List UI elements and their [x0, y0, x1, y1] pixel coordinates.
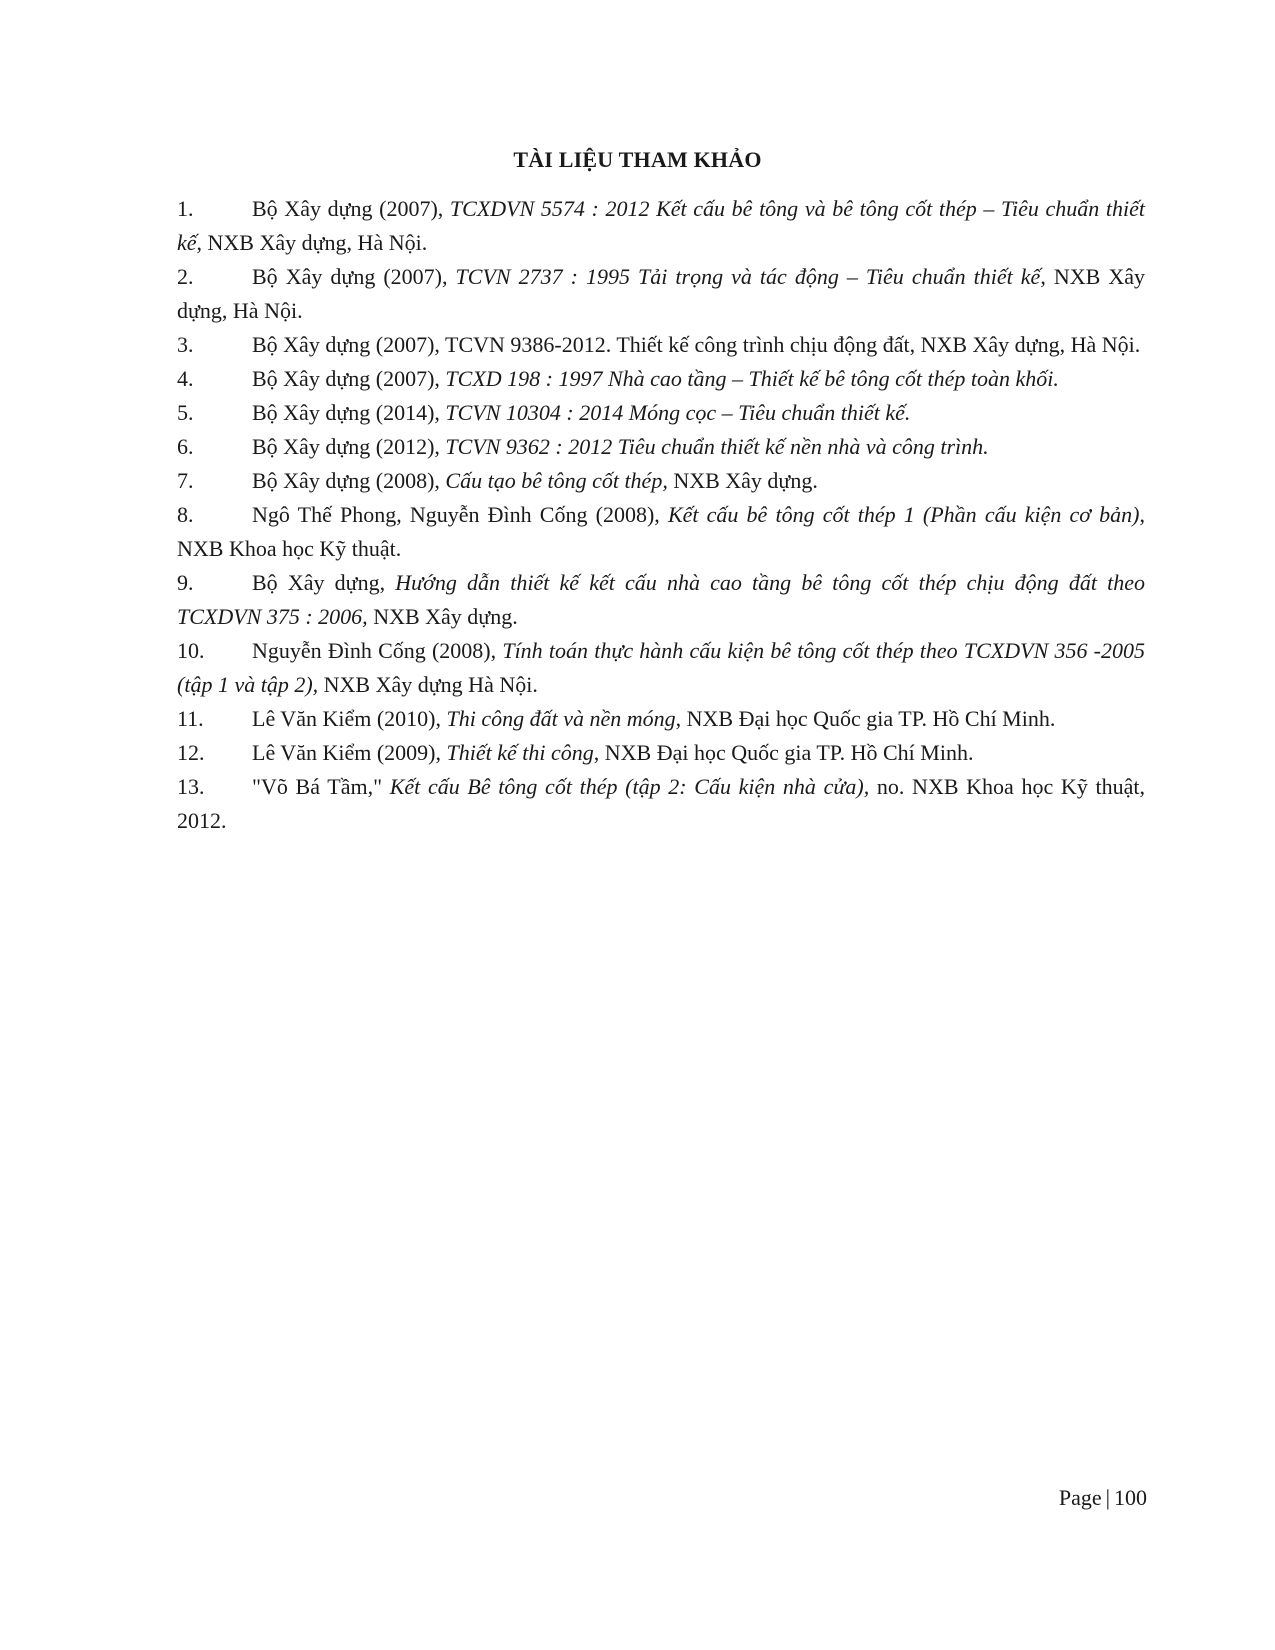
reference-title-text: Hướng dẫn thiết kế kết cấu nhà cao tầng bê tông cốt thép chịu động đất theo TCXDVN 375 : 2006, — [177, 570, 1146, 629]
reference-text: Lê Văn Kiểm (2009), — [252, 740, 447, 765]
reference-list — [177, 192, 1145, 838]
reference-text: Bộ Xây dựng (2007), — [252, 366, 446, 391]
reference-number: 4. — [177, 366, 194, 391]
reference-number: 11. — [177, 706, 204, 731]
reference-text: "Võ Bá Tầm," — [252, 774, 390, 799]
reference-text: , NXB Đại học Quốc gia TP. Hồ Chí Minh. — [675, 706, 1056, 731]
reference-item — [177, 430, 1145, 464]
reference-title-text: TCVN 2737 : 1995 Tải trọng và tác động – Tiêu chuẩn thiết kế — [455, 264, 1041, 289]
reference-title-text: Thi công đất và nền móng — [446, 706, 676, 731]
page-separator: | — [1105, 1485, 1110, 1510]
reference-item — [177, 464, 1145, 498]
reference-title-text: Thiết kế thi công — [446, 740, 594, 765]
reference-text: NXB Xây dựng. — [667, 468, 818, 493]
reference-text: Nguyễn Đình Cống (2008), — [252, 638, 503, 663]
reference-item — [177, 702, 1145, 736]
reference-number: 13. — [177, 774, 205, 799]
reference-item — [177, 634, 1145, 702]
reference-text: , NXB Đại học Quốc gia TP. Hồ Chí Minh. — [593, 740, 974, 765]
reference-title-text: Kết cấu Bê tông cốt thép (tập 2: Cấu kiện nhà cửa), — [389, 774, 870, 799]
reference-text: Bộ Xây dựng (2007), TCVN 9386-2012. Thiết kế công trình chịu động đất, NXB Xây dựng, Hà Nội. — [252, 332, 1141, 357]
reference-text: Bộ Xây dựng (2008), — [252, 468, 446, 493]
reference-item — [177, 192, 1145, 260]
reference-title-text: Cấu tạo bê tông cốt thép, — [445, 468, 668, 493]
reference-item — [177, 566, 1145, 634]
reference-number: 5. — [177, 400, 194, 425]
reference-number: 8. — [177, 502, 194, 527]
reference-item — [177, 328, 1145, 362]
reference-number: 6. — [177, 434, 194, 459]
reference-number: 3. — [177, 332, 194, 357]
reference-item — [177, 362, 1145, 396]
reference-number: 1. — [177, 196, 194, 221]
reference-title-text: Kết cấu bê tông cốt thép 1 (Phần cấu kiện cơ bản) — [667, 502, 1140, 527]
reference-text: Bộ Xây dựng (2007), — [252, 196, 450, 221]
reference-text: , NXB Khoa học Kỹ thuật. — [177, 502, 1145, 561]
reference-text: no. NXB Khoa học Kỹ thuật, 2012. — [177, 774, 1145, 833]
reference-number: 9. — [177, 570, 194, 595]
reference-title-text: Tính toán thực hành cấu kiện bê tông cốt thép theo TCXDVN 356 -2005 (tập 1 và tập 2), — [177, 638, 1145, 697]
page-footer — [1059, 1484, 1147, 1512]
reference-title-text: TCXD 198 : 1997 Nhà cao tầng – Thiết kế bê tông cốt thép toàn khối. — [445, 366, 1059, 391]
reference-title-text: TCVN 10304 : 2014 Móng cọc – Tiêu chuẩn thiết kế. — [445, 400, 911, 425]
reference-number: 12. — [177, 740, 205, 765]
page-title: TÀI LIỆU THAM KHẢO — [513, 147, 762, 172]
reference-number: 2. — [177, 264, 194, 289]
reference-text: Bộ Xây dựng (2014), — [252, 400, 446, 425]
reference-text: Bộ Xây dựng, — [252, 570, 396, 595]
reference-text: , NXB Xây dựng, Hà Nội. — [196, 230, 428, 255]
reference-item — [177, 736, 1145, 770]
reference-number: 7. — [177, 468, 194, 493]
reference-text: , NXB Xây dựng, Hà Nội. — [177, 264, 1145, 323]
reference-text: Ngô Thế Phong, Nguyễn Đình Cống (2008), — [252, 502, 668, 527]
reference-item — [177, 498, 1145, 566]
reference-text: Bộ Xây dựng (2012), — [252, 434, 446, 459]
reference-title-text: TCXDVN 5574 : 2012 Kết cấu bê tông và bê tông cốt thép – Tiêu chuẩn thiết kế — [177, 196, 1145, 255]
reference-text: NXB Xây dựng Hà Nội. — [318, 672, 538, 697]
reference-number: 10. — [177, 638, 205, 663]
page-label: Page — [1058, 1485, 1102, 1510]
reference-text: Lê Văn Kiểm (2010), — [252, 706, 447, 731]
reference-item — [177, 770, 1145, 838]
reference-text: NXB Xây dựng. — [367, 604, 518, 629]
reference-title-text: TCVN 9362 : 2012 Tiêu chuẩn thiết kế nền nhà và công trình. — [445, 434, 989, 459]
page-number: 100 — [1114, 1485, 1147, 1510]
reference-item — [177, 396, 1145, 430]
reference-text: Bộ Xây dựng (2007), — [252, 264, 456, 289]
reference-item — [177, 260, 1145, 328]
